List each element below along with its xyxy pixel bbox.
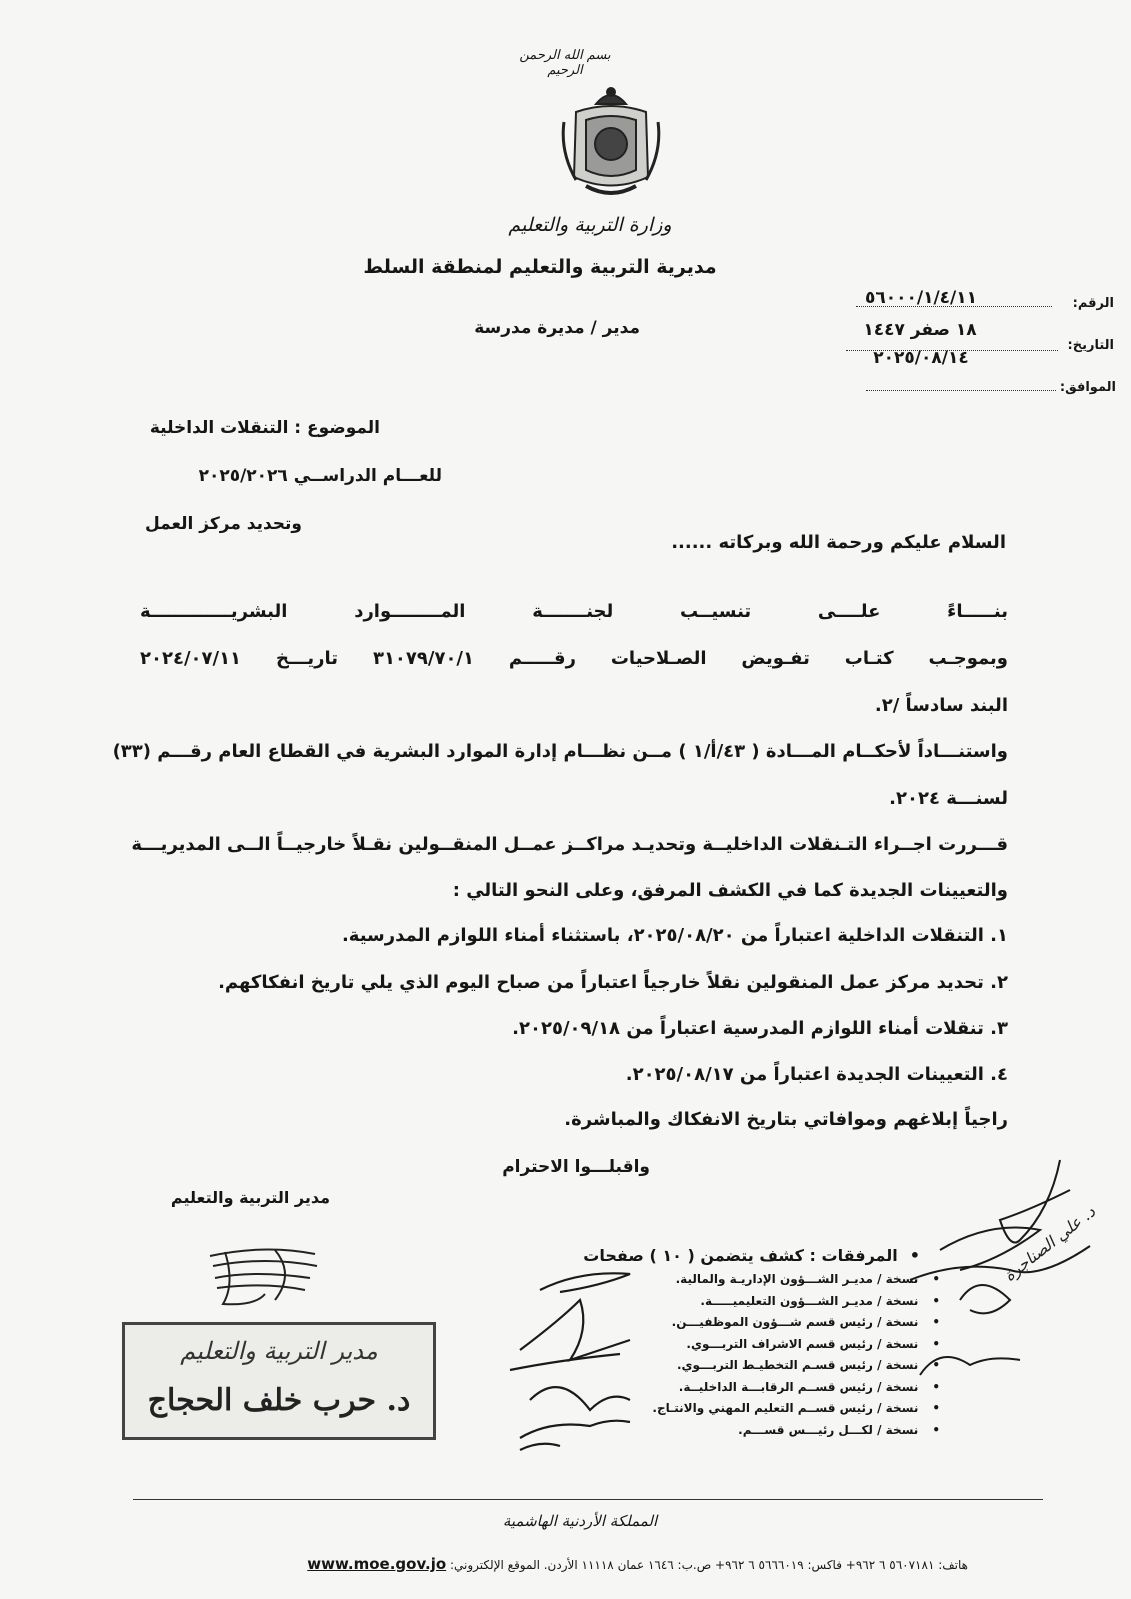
bullet-icon: • bbox=[909, 1246, 920, 1265]
subject-line-1: الموضوع : التنقلات الداخلية bbox=[149, 418, 380, 438]
copy-item: • نسخة / لكـــل رئيـــس قســـم. bbox=[620, 1423, 940, 1445]
subject-line-2: للعـــام الدراســي ٢٠٢٥/٢٠٢٦ bbox=[198, 466, 442, 486]
ministry-name-calligraphy: وزارة التربية والتعليم bbox=[508, 214, 672, 236]
coat-of-arms-emblem bbox=[556, 82, 666, 202]
copy-item: • نسخة / مديـر الشـــؤون التعليميـــــة. bbox=[620, 1294, 940, 1316]
stamp-name: د. حرب خلف الحجاج bbox=[147, 1383, 411, 1418]
copy-item: • نسخة / مديـر الشـــؤون الإداريـة والمالية. bbox=[620, 1272, 940, 1294]
paragraph2-line1: واستنـــاداً لأحكــام المـــادة ( ٤٣/أ/١ ) مــن نظـــام إدارة الموارد البشرية في القطاع العام رقـــم (٣٣) bbox=[112, 741, 1008, 762]
directorate-title: مديرية التربية والتعليم لمنطقة السلط bbox=[363, 256, 717, 278]
date-hijri-value: ١٨ صفر ١٤٤٧ bbox=[863, 320, 977, 340]
director-title: مدير التربية والتعليم bbox=[170, 1188, 330, 1207]
subject-line-3: وتحديد مركز العمل bbox=[144, 514, 302, 534]
regards: واقبلـــوا الاحترام bbox=[502, 1157, 650, 1177]
ref-number-value: ١/٤/١١‏/٥٦٠٠٠ bbox=[864, 288, 978, 308]
director-signature bbox=[205, 1244, 325, 1314]
handwritten-initials bbox=[500, 1250, 660, 1460]
greeting: السلام عليكم ورحمة الله وبركاته ...... bbox=[671, 532, 1006, 553]
attachments-text: المرفقات : كشف يتضمن ( ١٠ ) صفحات bbox=[583, 1246, 898, 1265]
corresponding-dots bbox=[866, 376, 1056, 391]
basmala-calligraphy: بسم الله الرحمن الرحيم bbox=[519, 48, 611, 78]
paragraph1-line2: وبموجـب كتـاب تفـويض الصـلاحيات رقـــــم ٣١٠٧٩/٧٠/١ تاريـــخ ٢٠٢٤/٠٧/١١ bbox=[140, 648, 1008, 669]
ref-number-label: الرقم: bbox=[1072, 296, 1114, 311]
footer-website-link[interactable]: www.moe.gov.jo bbox=[307, 1555, 447, 1573]
corresponding-label: الموافق: bbox=[1059, 380, 1116, 395]
paragraph1-line3: البند سادساً /٢. bbox=[874, 695, 1008, 716]
list-item-3: ٣. تنقلات أمناء اللوازم المدرسية اعتباراً من ٢٠٢٥/٠٩/١٨. bbox=[512, 1018, 1008, 1039]
date-gregorian-value: ٢٠٢٥/٠٨/١٤ bbox=[873, 348, 969, 368]
copy-item: • نسخة / رئيس قســم الرقابـــة الداخليــة. bbox=[620, 1380, 940, 1402]
copy-item: • نسخة / رئيس قسم شـــؤون الموظفيـــن. bbox=[620, 1315, 940, 1337]
copies-list bbox=[620, 1272, 940, 1444]
stamp-title: مدير التربية والتعليم bbox=[180, 1337, 378, 1365]
copy-item: • نسخة / رئيس قسم الاشراف التربـــوي. bbox=[620, 1337, 940, 1359]
list-item-1: ١. التنقلات الداخلية اعتباراً من ٢٠٢٥/٠٨/٢٠، باستثناء أمناء اللوازم المدرسية. bbox=[341, 925, 1008, 946]
paragraph2-line2: لسنـــة ٢٠٢٤. bbox=[889, 788, 1008, 809]
closing-request: راجياً إبلاغهم وموافاتي بتاريخ الانفكاك والمباشرة. bbox=[564, 1109, 1008, 1130]
paragraph3-line1: قـــررت اجــراء التـنقلات الداخليــة وتحديـد مراكــز عمــل المنقــولين نقـلاً خارجيــاً الــى المديريـــة bbox=[131, 834, 1008, 855]
footer-contact bbox=[218, 1555, 968, 1573]
paragraph3-line2: والتعيينات الجديدة كما في الكشف المرفق، وعلى النحو التالي : bbox=[452, 880, 1008, 901]
margin-handwritten-note: د. علي الصناجرة bbox=[1000, 1201, 1099, 1285]
copy-item: • نسخة / رئيس قســم التعليم المهني والانتـاج. bbox=[620, 1401, 940, 1423]
date-label: التاريخ: bbox=[1067, 338, 1114, 353]
copy-item: • نسخة / رئيس قسـم التخطيـط التربـــوي. bbox=[620, 1358, 940, 1380]
official-stamp bbox=[122, 1322, 436, 1440]
paragraph1-line1: بنـــــاءً علــــى تنسيــب لجنـــــــة المــــــــوارد البشريـــــــــــــة bbox=[140, 601, 1008, 622]
footer-divider bbox=[133, 1499, 1043, 1500]
footer-contact-text: هاتف: ٥٦٠٧١٨١ ٦ ٩٦٢+ فاكس: ٥٦٦٦٠١٩ ٦ ٩٦٢+ ص.ب: ١٦٤٦ عمان ١١١١٨ الأردن. الموقع الإلكتروني: bbox=[449, 1558, 968, 1572]
footer-kingdom: المملكة الأردنية الهاشمية bbox=[502, 1512, 658, 1530]
recipient: مدير / مديرة مدرسة bbox=[474, 318, 640, 338]
list-item-2: ٢. تحديد مركز عمل المنقولين نقلاً خارجياً اعتباراً من صباح اليوم الذي يلي تاريخ انفكاكهم. bbox=[218, 972, 1008, 993]
list-item-4: ٤. التعيينات الجديدة اعتباراً من ٢٠٢٥/٠٨/١٧. bbox=[625, 1064, 1008, 1085]
